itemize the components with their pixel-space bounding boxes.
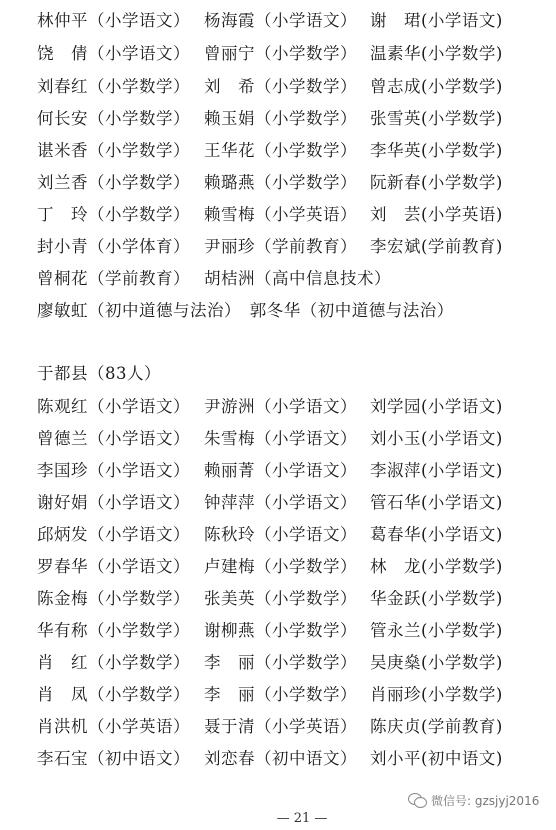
list-entry: 葛春华(小学语文)	[370, 525, 503, 544]
list-entry: 陈金梅（小学数学）	[37, 589, 190, 608]
watermark-text: 微信号: gzsjyj2016	[431, 793, 540, 808]
list-entry: 赖丽菁（小学语文）	[204, 461, 357, 480]
list-entry: 邱炳发（小学语文）	[37, 525, 190, 544]
list-entry: 李淑萍(小学语文)	[370, 461, 503, 480]
list-entry: 肖 凤（小学数学）	[37, 685, 190, 704]
list-entry: 李 丽（小学数学）	[204, 653, 357, 672]
list-entry: 华金跃(小学数学)	[370, 589, 503, 608]
list-entry: 陈庆贞(学前教育)	[370, 717, 503, 736]
wechat-icon	[408, 793, 426, 807]
list-entry: 刘兰香（小学数学）	[37, 173, 190, 192]
list-entry: 刘小平(初中语文)	[370, 749, 503, 768]
list-entry: 谢好娟（小学语文）	[37, 493, 190, 512]
list-entry: 赖雪梅（小学英语）	[204, 205, 357, 224]
list-entry: 李宏斌(学前教育)	[370, 237, 503, 256]
list-entry: 林 龙(小学数学)	[370, 557, 503, 576]
list-entry: 赖玉娟（小学数学）	[204, 109, 357, 128]
list-entry: 陈观红（小学语文）	[37, 397, 190, 416]
list-entry: 肖洪机（小学英语）	[37, 717, 190, 736]
list-entry: 刘学园(小学语文)	[370, 397, 503, 416]
list-entry: 聂于清（小学英语）	[204, 717, 357, 736]
list-entry: 林仲平（小学语文）	[37, 11, 190, 30]
list-entry: 封小青（小学体育）	[37, 237, 190, 256]
list-entry: 曾桐花（学前教育）	[37, 269, 190, 288]
list-entry: 刘小玉(小学语文)	[370, 429, 503, 448]
list-entry: 曾德兰（小学语文）	[37, 429, 190, 448]
list-entry: 卢建梅（小学数学）	[204, 557, 357, 576]
list-entry: 王华花（小学数学）	[204, 141, 357, 160]
list-entry: 杨海霞（小学语文）	[204, 11, 357, 30]
list-entry: 张美英（小学数学）	[204, 589, 357, 608]
county-heading: 于都县（83人）	[37, 364, 161, 383]
list-entry: 李 丽（小学数学）	[204, 685, 357, 704]
list-entry: 何长安（小学数学）	[37, 109, 190, 128]
page-number: — 21 —	[276, 811, 328, 826]
list-entry: 肖 红（小学数学）	[37, 653, 190, 672]
list-entry: 李国珍（小学语文）	[37, 461, 190, 480]
wechat-watermark	[408, 790, 539, 810]
list-entry: 刘 希（小学数学）	[204, 77, 357, 96]
list-entry: 吴庚燊(小学数学)	[370, 653, 503, 672]
list-entry: 刘 芸(小学英语)	[370, 205, 503, 224]
list-entry: 谢柳燕（小学数学）	[204, 621, 357, 640]
list-entry: 阮新春(小学数学)	[370, 173, 503, 192]
list-entry: 钟萍萍（小学语文）	[204, 493, 357, 512]
list-entry: 丁 玲（小学数学）	[37, 205, 190, 224]
list-entry: 李石宝（初中语文）	[37, 749, 190, 768]
list-entry: 曾丽宁（小学数学）	[204, 44, 357, 63]
list-entry: 华有称（小学数学）	[37, 621, 190, 640]
list-entry: 陈秋玲（小学语文）	[204, 525, 357, 544]
list-entry: 温素华(小学数学)	[370, 44, 503, 63]
list-entry: 管永兰(小学数学)	[370, 621, 503, 640]
list-entry: 肖丽珍(小学数学)	[370, 685, 503, 704]
list-entry: 饶 倩（小学语文）	[37, 44, 190, 63]
list-row-wide: 廖敏虹（初中道德与法治） 郭冬华（初中道德与法治）	[37, 301, 454, 320]
list-entry: 刘春红（小学数学）	[37, 77, 190, 96]
list-entry: 管石华(小学语文)	[370, 493, 503, 512]
list-entry: 曾志成(小学数学)	[370, 77, 503, 96]
list-entry: 谌米香（小学数学）	[37, 141, 190, 160]
list-entry: 尹丽珍（学前教育）	[204, 237, 357, 256]
list-entry: 李华英(小学数学)	[370, 141, 503, 160]
list-entry: 张雪英(小学数学)	[370, 109, 503, 128]
list-entry: 谢 珺(小学语文)	[370, 11, 503, 30]
list-entry: 赖璐燕（小学数学）	[204, 173, 357, 192]
list-entry: 胡桔洲（高中信息技术）	[204, 269, 391, 288]
list-entry: 尹游洲（小学语文）	[204, 397, 357, 416]
list-entry: 罗春华（小学语文）	[37, 557, 190, 576]
list-entry: 刘恋春（初中语文）	[204, 749, 357, 768]
list-entry: 朱雪梅（小学语文）	[204, 429, 357, 448]
